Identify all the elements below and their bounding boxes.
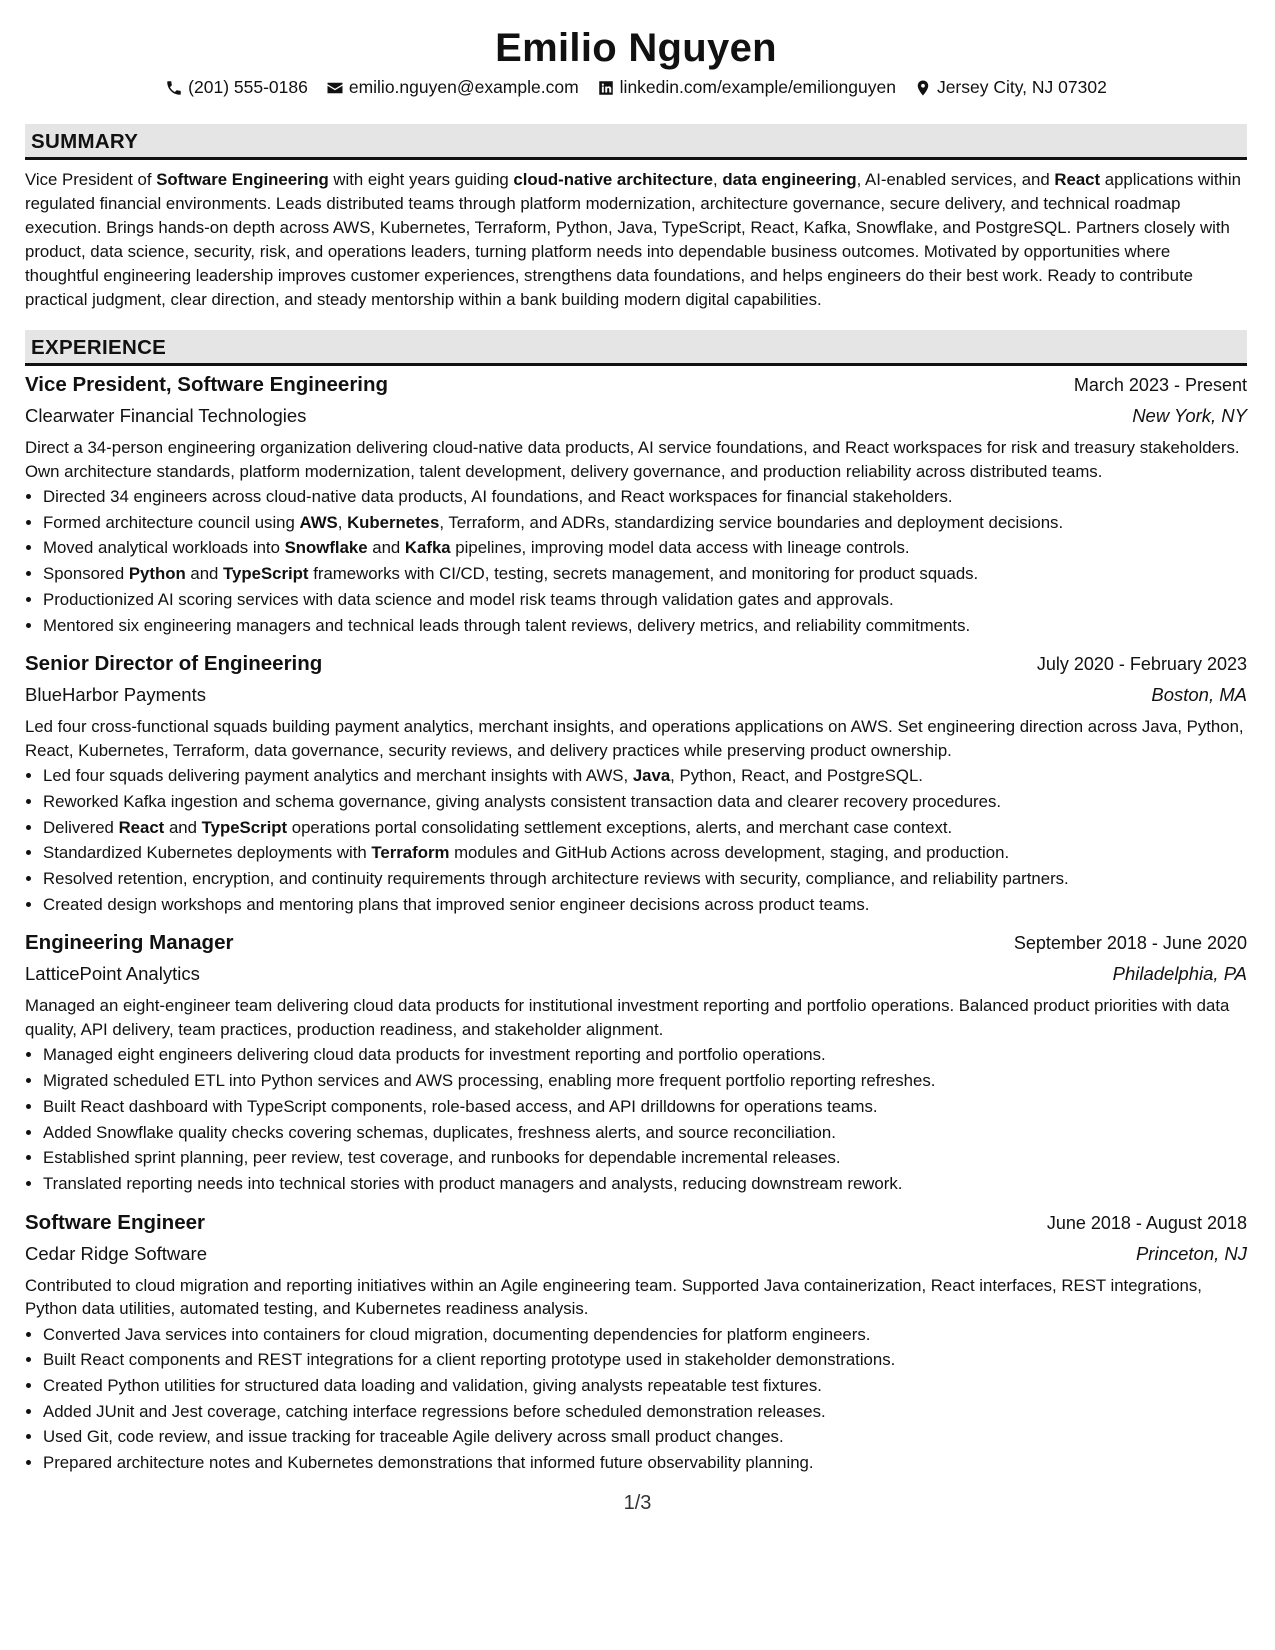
bold-keyword: React — [1054, 170, 1101, 189]
job-dates: July 2020 - February 2023 — [1036, 654, 1247, 675]
job-dates: September 2018 - June 2020 — [1013, 933, 1247, 954]
bold-keyword: TypeScript — [223, 564, 309, 584]
bullet-item: • Formed architecture council using AWS, Kubernetes, Terraform, and ADRs, standardizing service boundaries and deployment decisions. — [43, 510, 1247, 536]
job-header — [25, 931, 1247, 955]
bold-keyword: Terraform — [371, 843, 450, 863]
job-bullets — [25, 1322, 1247, 1476]
bullet-item: • Directed 34 engineers across cloud-native data products, AI foundations, and React workspaces for financial stakeholders. — [43, 484, 1247, 510]
job-bullets — [25, 763, 1247, 917]
job-entry — [25, 652, 1247, 917]
linkedin-icon — [597, 79, 615, 97]
bold-keyword: React — [118, 817, 165, 837]
job-entry — [25, 1211, 1247, 1476]
job-dates: March 2023 - Present — [1073, 375, 1247, 395]
job-entry — [25, 373, 1247, 638]
bold-keyword: data engineering — [722, 170, 857, 189]
envelope-icon — [326, 79, 344, 97]
bullet-item: • Led four squads delivering payment analytics and merchant insights with AWS, Java, Python, React, and PostgreSQL. — [43, 763, 1247, 789]
bold-keyword: cloud-native architecture — [513, 170, 713, 189]
linkedin-link[interactable]: linkedin.com/example/emilionguyen — [619, 77, 896, 97]
bold-keyword: Snowflake — [284, 538, 368, 558]
summary-heading: SUMMARY — [25, 124, 1247, 160]
bullet-item: • Standardized Kubernetes deployments with Terraform modules and GitHub Actions across development, staging, and production. — [43, 840, 1247, 866]
bullet-item: • Added JUnit and Jest coverage, catching interface regressions before scheduled demonstration releases. — [43, 1399, 1247, 1425]
company-name: Clearwater Financial Technologies — [25, 405, 307, 426]
bullet-item: • Sponsored Python and TypeScript frameworks with CI/CD, testing, secrets management, and monitoring for product squads. — [43, 561, 1247, 587]
contact-location — [914, 77, 1107, 98]
job-entry — [25, 931, 1247, 1196]
bold-keyword: Kubernetes — [347, 512, 440, 532]
bullet-item: • Created Python utilities for structured data loading and validation, giving analysts repeatable test fixtures. — [43, 1373, 1247, 1399]
contact-linkedin[interactable] — [597, 77, 896, 98]
bullet-item: • Delivered React and TypeScript operations portal consolidating settlement exceptions, alerts, and merchant case context. — [43, 815, 1247, 841]
bold-keyword: AWS — [299, 512, 338, 532]
experience-list — [25, 373, 1247, 1476]
job-bullets — [25, 484, 1247, 638]
page-number: 1/3 — [623, 1492, 652, 1514]
job-description: Led four cross-functional squads building payment analytics, merchant insights, and operations applications on AWS. Set engineering direction across Java, Python, React, Kubernetes, Terraform, data governance, security reviews, and delivery practices while preserving product ownership. — [25, 717, 1244, 760]
job-location: Boston, MA — [1151, 684, 1247, 706]
job-subheader — [25, 963, 1247, 985]
job-location: New York, NY — [1132, 405, 1247, 426]
resume-page — [25, 0, 1247, 1476]
experience-heading: EXPERIENCE — [25, 330, 1247, 366]
summary-text: Vice President of Software Engineering with eight years guiding cloud-native architecture, data engineering, AI-enabled services, and React applications within regulated financial environments. Leads distributed teams through platform modernization, architecture governance, secure delivery, and technical roadmap execution. Brings hands-on depth across AWS, Kubernetes, Terraform, Python, Java, TypeScript, React, Kafka, Snowflake, and PostgreSQL. Partners closely with product, data science, security, risk, and operations leaders, turning platform needs into dependable business outcomes. Motivated by opportunities where thoughtful engineering leadership improves customer experiences, strengthens data foundations, and helps engineers do their best work. Ready to contribute practical judgment, clear direction, and steady mentorship within a bank building modern digital capabilities. — [25, 170, 1241, 309]
bullet-item: • Resolved retention, encryption, and continuity requirements through architecture reviews with security, compliance, and reliability partners. — [43, 866, 1247, 892]
job-title: Software Engineer — [25, 1210, 205, 1234]
job-header — [25, 652, 1247, 676]
bullet-item: • Converted Java services into containers for cloud migration, documenting dependencies for platform engineers. — [43, 1322, 1247, 1348]
contact-bar — [25, 77, 1247, 98]
bullet-item: • Productionized AI scoring services with data science and model risk teams through validation gates and approvals. — [43, 587, 1247, 613]
map-pin-icon — [914, 79, 932, 97]
company-name: Cedar Ridge Software — [25, 1242, 208, 1264]
contact-phone — [165, 77, 308, 98]
bullet-item: • Managed eight engineers delivering cloud data products for investment reporting and portfolio operations. — [43, 1042, 1247, 1068]
email-link[interactable]: emilio.nguyen@example.com — [348, 77, 579, 97]
bullet-item: • Built React dashboard with TypeScript components, role-based access, and API drilldowns for operations teams. — [43, 1094, 1247, 1120]
job-location: Princeton, NJ — [1135, 1242, 1247, 1264]
bold-keyword: Python — [128, 564, 186, 584]
job-dates: June 2018 - August 2018 — [1046, 1212, 1247, 1233]
bullet-item: • Established sprint planning, peer review, test coverage, and runbooks for dependable incremental releases. — [43, 1145, 1247, 1171]
bold-keyword: Kafka — [404, 538, 451, 558]
job-description: Managed an eight-engineer team delivering cloud data products for institutional investment reporting and portfolio operations. Balanced product priorities with data quality, API delivery, team practices, production readiness, and stakeholder alignment. — [25, 996, 1230, 1039]
company-name: BlueHarbor Payments — [25, 684, 206, 706]
job-subheader — [25, 684, 1247, 706]
job-description: Contributed to cloud migration and reporting initiatives within an Agile engineering team. Supported Java containerization, React interfaces, REST integrations, Python data utilities, automated testing, and Kubernetes readiness analysis. — [25, 1275, 1202, 1319]
job-header — [25, 373, 1247, 397]
contact-email[interactable] — [326, 77, 579, 98]
bullet-item: • Reworked Kafka ingestion and schema governance, giving analysts consistent transaction data and clearer recovery procedures. — [43, 789, 1247, 815]
phone-icon — [165, 79, 183, 97]
bullet-item: • Prepared architecture notes and Kubernetes demonstrations that informed future observability planning. — [43, 1450, 1247, 1476]
bold-keyword: Java — [632, 766, 671, 786]
bullet-item: • Mentored six engineering managers and technical leads through talent reviews, delivery metrics, and reliability commitments. — [43, 613, 1247, 639]
phone-text: (201) 555-0186 — [188, 77, 308, 97]
bold-keyword: TypeScript — [201, 817, 288, 837]
bold-keyword: Software Engineering — [156, 170, 329, 189]
job-description: Direct a 34-person engineering organization delivering cloud-native data products, AI service foundations, and React workspaces for risk and treasury stakeholders. Own architecture standards, platform modernization, talent development, delivery governance, and production reliability across distributed teams. — [25, 438, 1240, 481]
job-subheader — [25, 1243, 1247, 1265]
job-header — [25, 1211, 1247, 1235]
job-title: Senior Director of Engineering — [25, 652, 323, 676]
bullet-item: • Added Snowflake quality checks covering schemas, duplicates, freshness alerts, and source reconciliation. — [43, 1120, 1247, 1146]
bullet-item: • Created design workshops and mentoring plans that improved senior engineer decisions across product teams. — [43, 892, 1247, 918]
bullet-item: • Built React components and REST integrations for a client reporting prototype used in stakeholder demonstrations. — [43, 1347, 1247, 1373]
bullet-item: • Used Git, code review, and issue tracking for traceable Agile delivery across small product changes. — [43, 1424, 1247, 1450]
bullet-item: • Migrated scheduled ETL into Python services and AWS processing, enabling more frequent portfolio reporting refreshes. — [43, 1068, 1247, 1094]
location-text: Jersey City, NJ 07302 — [936, 77, 1107, 97]
candidate-name: Emilio Nguyen — [495, 26, 777, 70]
job-title: Vice President, Software Engineering — [25, 373, 389, 396]
job-title: Engineering Manager — [25, 931, 234, 955]
job-bullets — [25, 1042, 1247, 1196]
bullet-item: • Moved analytical workloads into Snowflake and Kafka pipelines, improving model data access with lineage controls. — [43, 535, 1247, 561]
bullet-item: • Translated reporting needs into technical stories with product managers and analysts, reducing downstream rework. — [43, 1171, 1247, 1197]
company-name: LatticePoint Analytics — [25, 963, 200, 985]
job-location: Philadelphia, PA — [1112, 963, 1247, 985]
job-subheader — [25, 405, 1247, 427]
